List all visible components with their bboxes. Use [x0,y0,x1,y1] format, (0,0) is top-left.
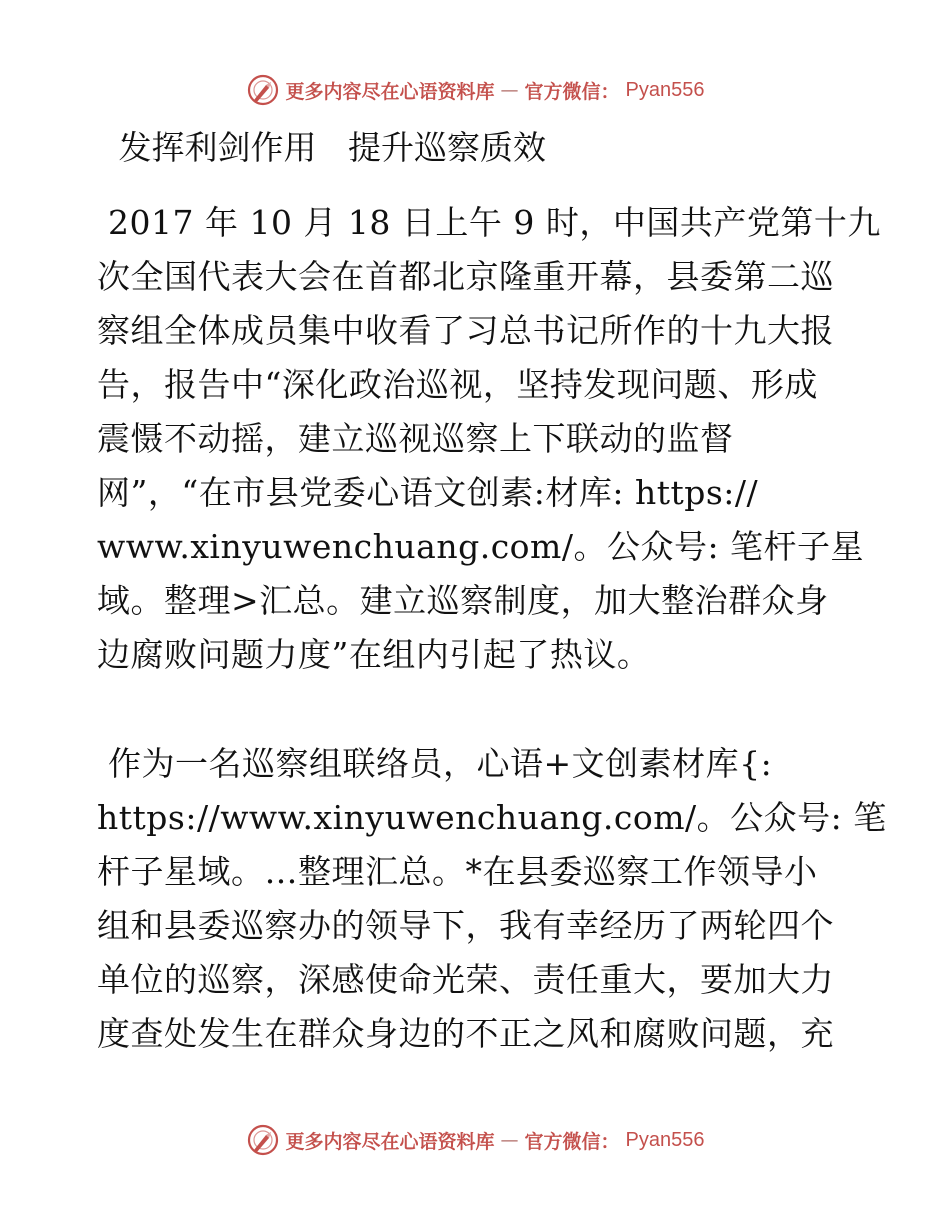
paragraph-line: 度查处发生在群众身边的不正之风和腐败问题，充 [97,1014,834,1053]
banner-dash: — [500,79,519,101]
paragraph-line: 震慑不动摇，建立巡视巡察上下联动的监督 [97,419,734,458]
paragraph-line: 单位的巡察，深感使命光荣、责任重大，要加大力 [97,960,834,999]
paragraph-2 [97,737,887,1061]
paragraph-line: www.xinyuwenchuang.com/。公众号: 笔杆子星 [97,527,865,566]
banner-official-label: 官方微信： [524,80,620,103]
paragraph-line: 告，报告中“深化政治巡视，坚持发现问题、形成 [97,365,818,404]
footer-banner [0,1120,950,1160]
banner-main-text: 更多内容尽在心语资料库 [285,1130,495,1153]
banner-official-label: 官方微信： [524,1130,620,1153]
banner-wechat-id: Pyan556 [625,1128,705,1151]
paragraph-line: 组和县委巡察办的领导下，我有幸经历了两轮四个 [97,906,834,945]
pen-nib-logo-icon [246,1123,280,1157]
paragraph-line: 杆子星域。…整理汇总。*在县委巡察工作领导小 [97,852,818,891]
paragraph-line: 网”，“在市县党委心语文创素:材库: https:// [97,473,759,512]
paragraph-line: https://www.xinyuwenchuang.com/。公众号: 笔 [97,798,887,837]
banner-main-text: 更多内容尽在心语资料库 [285,80,495,103]
banner-wechat-id: Pyan556 [625,78,705,101]
paragraph-line: 边腐败问题力度”在组内引起了热议。 [97,635,651,674]
paragraph-line: 域。整理>汇总。建立巡察制度，加大整治群众身 [97,581,829,620]
paragraph-line: 察组全体成员集中收看了习总书记所作的十九大报 [97,311,834,350]
banner-dash: — [500,1129,519,1151]
paragraph-1 [97,196,881,682]
header-banner [0,70,950,110]
document-title: 发挥利剑作用 提升巡察质效 [108,128,546,167]
paragraph-line: 次全国代表大会在首都北京隆重开幕，县委第二巡 [97,257,834,296]
paragraph-line: 作为一名巡察组联络员，心语+文创素材库{: [97,744,773,783]
pen-nib-logo-icon [246,73,280,107]
paragraph-line: 2017 年 10 月 18 日上午 9 时，中国共产党第十九 [97,203,881,242]
